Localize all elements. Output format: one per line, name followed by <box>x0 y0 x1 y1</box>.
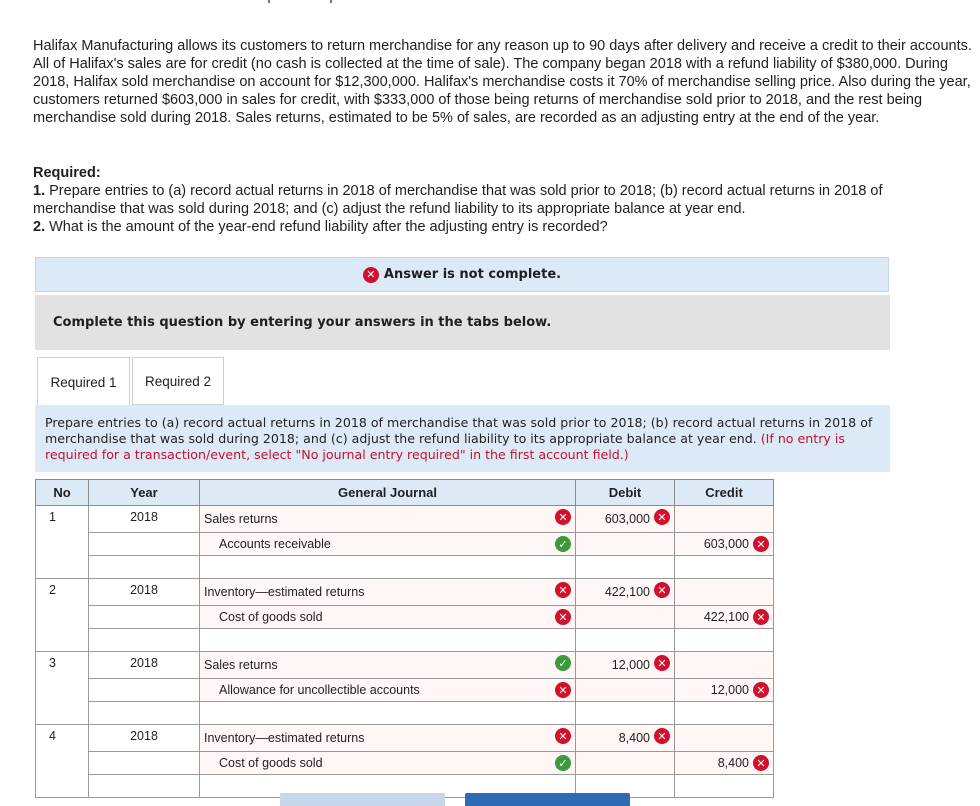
correct-icon: ✓ <box>555 655 571 671</box>
debit-amount-field[interactable]: 12,000 ✕ <box>576 652 675 679</box>
tab-required-2[interactable]: Required 2 <box>132 357 224 405</box>
problem-statement: Halifax Manufacturing allows its customers to return merchandise for any reason up to 90 days after delivery and receive a credit to their accounts. All of Halifax's sales are for credit (no cash is collected at the time of sale). The company began 2018 with a refund liability of $380,000. During 2018, Halifax sold merchandise on account for $12,300,000. Halifax's merchandise costs it 70% of merchandise selling price. Also during the year, customers returned $603,000 in sales for credit, with $333,000 of those being returns of merchandise sold prior to 2018, and the rest being merchandise sold during 2018. Sales returns, estimated to be 5% of sales, are recorded as an adjusting entry at the end of the year. <box>33 38 972 127</box>
incorrect-icon: ✕ <box>753 536 769 552</box>
table-row <box>36 752 774 775</box>
entry-year[interactable]: 2018 <box>89 579 200 606</box>
incorrect-icon: ✕ <box>753 682 769 698</box>
incorrect-icon: ✕ <box>555 682 571 698</box>
blank-credit-field[interactable] <box>675 629 774 652</box>
header-no: No <box>36 480 89 506</box>
table-row <box>36 679 774 702</box>
table-row <box>36 506 774 533</box>
next-button[interactable] <box>465 793 630 806</box>
debit-account-field[interactable]: Sales returns ✓ <box>200 652 576 679</box>
blank-account-field[interactable] <box>200 629 576 652</box>
entry-year[interactable]: 2018 <box>89 725 200 752</box>
incorrect-icon: ✕ <box>654 582 670 598</box>
debit-amount-field[interactable] <box>576 533 675 556</box>
debit-account-field[interactable]: Inventory—estimated returns ✕ <box>200 579 576 606</box>
incorrect-icon: ✕ <box>654 509 670 525</box>
blank-debit-field[interactable] <box>576 702 675 725</box>
tab-prompt-text: Prepare entries to (a) record actual returns in 2018 of merchandise that was sold prior to 2018; (b) record actual returns in 2018 of merchandise that was sold during 2018; and (c) adjust the refund liability to its appropriate balance at year end. <box>45 415 873 446</box>
entry-number: 1 <box>36 506 89 579</box>
entry-year[interactable]: 2018 <box>89 652 200 679</box>
entry-year-blank <box>89 679 200 702</box>
instructions-text: Complete this question by entering your answers in the tabs below. <box>53 315 552 330</box>
credit-amount-field[interactable]: 8,400 ✕ <box>675 752 774 775</box>
entry-year-blank <box>89 702 200 725</box>
tab-prompt-panel <box>35 405 890 472</box>
credit-amount-field[interactable]: 12,000 ✕ <box>675 679 774 702</box>
required-heading: Required: <box>33 165 101 181</box>
entry-year[interactable]: 2018 <box>89 506 200 533</box>
prev-button[interactable] <box>280 793 445 806</box>
credit-account-field[interactable]: Cost of goods sold ✓ <box>200 752 576 775</box>
table-row <box>36 606 774 629</box>
table-row <box>36 533 774 556</box>
header-debit: Debit <box>576 480 675 506</box>
header-credit: Credit <box>675 480 774 506</box>
credit-amount-field[interactable] <box>675 652 774 679</box>
debit-account-field[interactable]: Sales returns ✕ <box>200 506 576 533</box>
table-row-blank <box>36 629 774 652</box>
debit-amount-field[interactable] <box>576 679 675 702</box>
entry-number: 2 <box>36 579 89 652</box>
debit-amount-field[interactable] <box>576 752 675 775</box>
debit-amount-field[interactable]: 603,000 ✕ <box>576 506 675 533</box>
entry-year-blank <box>89 533 200 556</box>
answer-status-banner <box>35 257 889 292</box>
header-year: Year <box>89 480 200 506</box>
table-row-blank <box>36 556 774 579</box>
general-journal-table <box>35 479 774 798</box>
table-row <box>36 579 774 606</box>
incorrect-icon: ✕ <box>363 267 379 283</box>
credit-account-field[interactable]: Cost of goods sold ✕ <box>200 606 576 629</box>
answer-status-text: Answer is not complete. <box>383 267 562 282</box>
blank-debit-field[interactable] <box>576 556 675 579</box>
blank-debit-field[interactable] <box>576 629 675 652</box>
credit-amount-field[interactable]: 422,100 ✕ <box>675 606 774 629</box>
entry-year-blank <box>89 629 200 652</box>
credit-account-field[interactable]: Accounts receivable ✓ <box>200 533 576 556</box>
top-decoration <box>0 0 980 3</box>
blank-account-field[interactable] <box>200 556 576 579</box>
entry-year-blank <box>89 752 200 775</box>
credit-amount-field[interactable]: 603,000 ✕ <box>675 533 774 556</box>
correct-icon: ✓ <box>555 755 571 771</box>
incorrect-icon: ✕ <box>654 728 670 744</box>
incorrect-icon: ✕ <box>555 609 571 625</box>
credit-amount-field[interactable] <box>675 725 774 752</box>
incorrect-icon: ✕ <box>555 728 571 744</box>
blank-credit-field[interactable] <box>675 556 774 579</box>
correct-icon: ✓ <box>555 536 571 552</box>
header-general-journal: General Journal <box>200 480 576 506</box>
incorrect-icon: ✕ <box>555 509 571 525</box>
instructions-bar <box>35 295 890 350</box>
table-row <box>36 725 774 752</box>
blank-account-field[interactable] <box>200 702 576 725</box>
blank-credit-field[interactable] <box>675 775 774 798</box>
entry-year-blank <box>89 606 200 629</box>
required-item-1: 1. Prepare entries to (a) record actual returns in 2018 of merchandise that was sold prior to 2018; (b) record actual returns in 2018 of merchandise that was sold during 2018; and (c) adjust the refund liability to its appropriate balance at year end. <box>33 183 883 218</box>
debit-amount-field[interactable]: 422,100 ✕ <box>576 579 675 606</box>
credit-amount-field[interactable] <box>675 506 774 533</box>
required-item-2: 2. What is the amount of the year-end refund liability after the adjusting entry is recorded? <box>33 219 608 236</box>
incorrect-icon: ✕ <box>555 582 571 598</box>
table-row-blank <box>36 702 774 725</box>
debit-account-field[interactable]: Inventory—estimated returns ✕ <box>200 725 576 752</box>
debit-amount-field[interactable]: 8,400 ✕ <box>576 725 675 752</box>
table-header-row <box>36 480 774 506</box>
tab-prompt-note: (If no entry is required for a transaction/event, select "No journal entry required" in the first account field.) <box>45 431 845 462</box>
credit-account-field[interactable]: Allowance for uncollectible accounts ✕ <box>200 679 576 702</box>
required-section <box>33 164 963 236</box>
blank-credit-field[interactable] <box>675 702 774 725</box>
incorrect-icon: ✕ <box>654 655 670 671</box>
table-row <box>36 652 774 679</box>
entry-year-blank <box>89 556 200 579</box>
entry-number: 3 <box>36 652 89 725</box>
entry-year-blank <box>89 775 200 798</box>
incorrect-icon: ✕ <box>753 609 769 625</box>
entry-number: 4 <box>36 725 89 798</box>
credit-amount-field[interactable] <box>675 579 774 606</box>
debit-amount-field[interactable] <box>576 606 675 629</box>
incorrect-icon: ✕ <box>753 755 769 771</box>
tab-required-1[interactable]: Required 1 <box>37 357 130 406</box>
